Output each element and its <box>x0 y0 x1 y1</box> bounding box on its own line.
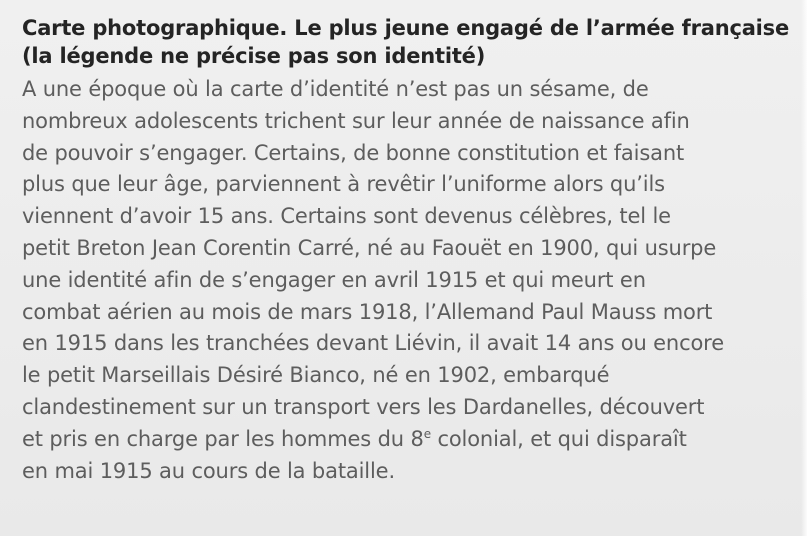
caption-body-line: le petit Marseillais Désiré Bianco, né en 1902, embarqué <box>22 363 610 388</box>
caption-title <box>22 14 791 70</box>
caption-body-line: clandestinement sur un transport vers les Dardanelles, découvert <box>22 394 705 419</box>
caption-line-start: et pris en charge par les hommes du 8 <box>22 426 424 451</box>
caption-body-line: combat aérien au mois de mars 1918, l’Allemand Paul Mauss mort <box>22 299 713 324</box>
caption-body-line: de pouvoir s’engager. Certains, de bonne constitution et faisant <box>22 140 685 165</box>
page-edge <box>801 0 807 536</box>
caption-body <box>22 74 791 487</box>
caption-body-line: en 1915 dans les tranchées devant Liévin, il avait 14 ans ou encore <box>22 331 724 356</box>
caption-body-line: nombreux adolescents trichent sur leur année de naissance afin <box>22 108 690 133</box>
caption-body-last-line: en mai 1915 au cours de la bataille. <box>22 458 395 483</box>
ordinal-superscript: e <box>423 426 431 441</box>
caption-body-line: petit Breton Jean Corentin Carré, né au Faouët en 1900, qui usurpe <box>22 235 717 260</box>
caption-body-line: plus que leur âge, parviennent à revêtir l’uniforme alors qu’ils <box>22 172 665 197</box>
caption-line-end: colonial, et qui disparaît <box>430 426 687 451</box>
caption-body-line: viennent d’avoir 15 ans. Certains sont devenus célèbres, tel le <box>22 204 671 229</box>
caption-body-line-with-superscript <box>22 424 791 456</box>
caption-body-line: une identité afin de s’engager en avril 1915 et qui meurt en <box>22 267 646 292</box>
caption-body-line: A une époque où la carte d’identité n’est pas un sésame, de <box>22 77 649 101</box>
caption-title-line: Carte photographique. Le plus jeune engagé de l’armée française <box>22 16 790 40</box>
caption-title-line: (la légende ne précise pas son identité) <box>22 44 486 68</box>
